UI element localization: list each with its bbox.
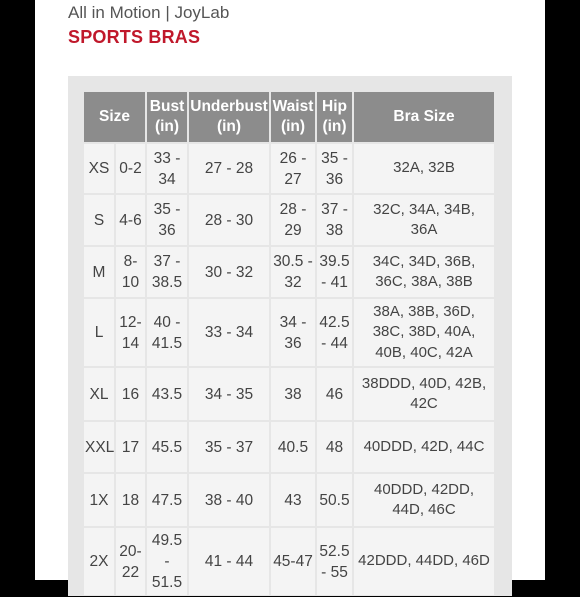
cell-waist: 34 - 36 bbox=[271, 299, 315, 366]
table-row bbox=[84, 368, 494, 420]
cell-underbust: 30 - 32 bbox=[189, 247, 269, 297]
table-row bbox=[84, 422, 494, 472]
cell-bust: 37 - 38.5 bbox=[147, 247, 187, 297]
cell-waist: 45-47 bbox=[271, 528, 315, 595]
cell-numeric-size: 4-6 bbox=[116, 195, 145, 245]
cell-underbust: 34 - 35 bbox=[189, 368, 269, 420]
cell-bra-size: 38DDD, 40D, 42B, 42C bbox=[354, 368, 494, 420]
cell-underbust: 27 - 28 bbox=[189, 144, 269, 193]
cell-numeric-size: 0-2 bbox=[116, 144, 145, 193]
cell-hip: 50.5 bbox=[317, 474, 352, 526]
cell-size: XL bbox=[84, 368, 114, 420]
header-waist: Waist (in) bbox=[271, 92, 315, 142]
cell-size: M bbox=[84, 247, 114, 297]
cell-waist: 38 bbox=[271, 368, 315, 420]
cell-waist: 43 bbox=[271, 474, 315, 526]
table-row bbox=[84, 528, 494, 595]
cell-numeric-size: 8-10 bbox=[116, 247, 145, 297]
cell-hip: 35 - 36 bbox=[317, 144, 352, 193]
cell-underbust: 33 - 34 bbox=[189, 299, 269, 366]
table-row bbox=[84, 474, 494, 526]
cell-bust: 33 - 34 bbox=[147, 144, 187, 193]
cell-bust: 49.5 - 51.5 bbox=[147, 528, 187, 595]
cell-bust: 45.5 bbox=[147, 422, 187, 472]
cell-hip: 52.5 - 55 bbox=[317, 528, 352, 595]
cell-bust: 43.5 bbox=[147, 368, 187, 420]
size-chart-panel bbox=[68, 76, 512, 596]
cell-hip: 48 bbox=[317, 422, 352, 472]
cell-bust: 40 - 41.5 bbox=[147, 299, 187, 366]
header-bust: Bust (in) bbox=[147, 92, 187, 142]
cell-bust: 47.5 bbox=[147, 474, 187, 526]
header-hip: Hip (in) bbox=[317, 92, 352, 142]
cell-underbust: 28 - 30 bbox=[189, 195, 269, 245]
header-size: Size bbox=[84, 92, 145, 142]
header-underbust: Underbust (in) bbox=[189, 92, 269, 142]
table-row bbox=[84, 144, 494, 193]
cell-size: XS bbox=[84, 144, 114, 193]
cell-waist: 26 - 27 bbox=[271, 144, 315, 193]
cell-hip: 46 bbox=[317, 368, 352, 420]
cell-underbust: 41 - 44 bbox=[189, 528, 269, 595]
table-row bbox=[84, 247, 494, 297]
cell-size: L bbox=[84, 299, 114, 366]
size-chart-table bbox=[82, 90, 496, 597]
cell-bra-size: 32A, 32B bbox=[354, 144, 494, 193]
cell-bra-size: 38A, 38B, 36D, 38C, 38D, 40A, 40B, 40C, 42A bbox=[354, 299, 494, 366]
header-bra-size: Bra Size bbox=[354, 92, 494, 142]
cell-waist: 30.5 - 32 bbox=[271, 247, 315, 297]
cell-underbust: 38 - 40 bbox=[189, 474, 269, 526]
cell-size: 1X bbox=[84, 474, 114, 526]
cell-numeric-size: 16 bbox=[116, 368, 145, 420]
cell-size: XXL bbox=[84, 422, 114, 472]
category-title: SPORTS BRAS bbox=[68, 27, 201, 47]
page bbox=[35, 0, 545, 591]
cell-hip: 39.5 - 41 bbox=[317, 247, 352, 297]
cell-waist: 28 - 29 bbox=[271, 195, 315, 245]
cell-numeric-size: 17 bbox=[116, 422, 145, 472]
cell-waist: 40.5 bbox=[271, 422, 315, 472]
cell-bra-size: 34C, 34D, 36B, 36C, 38A, 38B bbox=[354, 247, 494, 297]
cell-bra-size: 40DDD, 42DD, 44D, 46C bbox=[354, 474, 494, 526]
cell-bra-size: 32C, 34A, 34B, 36A bbox=[354, 195, 494, 245]
cell-bra-size: 42DDD, 44DD, 46D bbox=[354, 528, 494, 595]
cell-bra-size: 40DDD, 42D, 44C bbox=[354, 422, 494, 472]
table-header-row bbox=[84, 92, 494, 142]
cell-size: S bbox=[84, 195, 114, 245]
cell-size: 2X bbox=[84, 528, 114, 595]
cell-hip: 37 - 38 bbox=[317, 195, 352, 245]
cell-underbust: 35 - 37 bbox=[189, 422, 269, 472]
cell-numeric-size: 12-14 bbox=[116, 299, 145, 366]
cell-numeric-size: 18 bbox=[116, 474, 145, 526]
cell-numeric-size: 20-22 bbox=[116, 528, 145, 595]
table-row bbox=[84, 299, 494, 366]
cell-hip: 42.5 - 44 bbox=[317, 299, 352, 366]
table-row bbox=[84, 195, 494, 245]
brand-title: All in Motion | JoyLab bbox=[68, 3, 230, 22]
cell-bust: 35 - 36 bbox=[147, 195, 187, 245]
